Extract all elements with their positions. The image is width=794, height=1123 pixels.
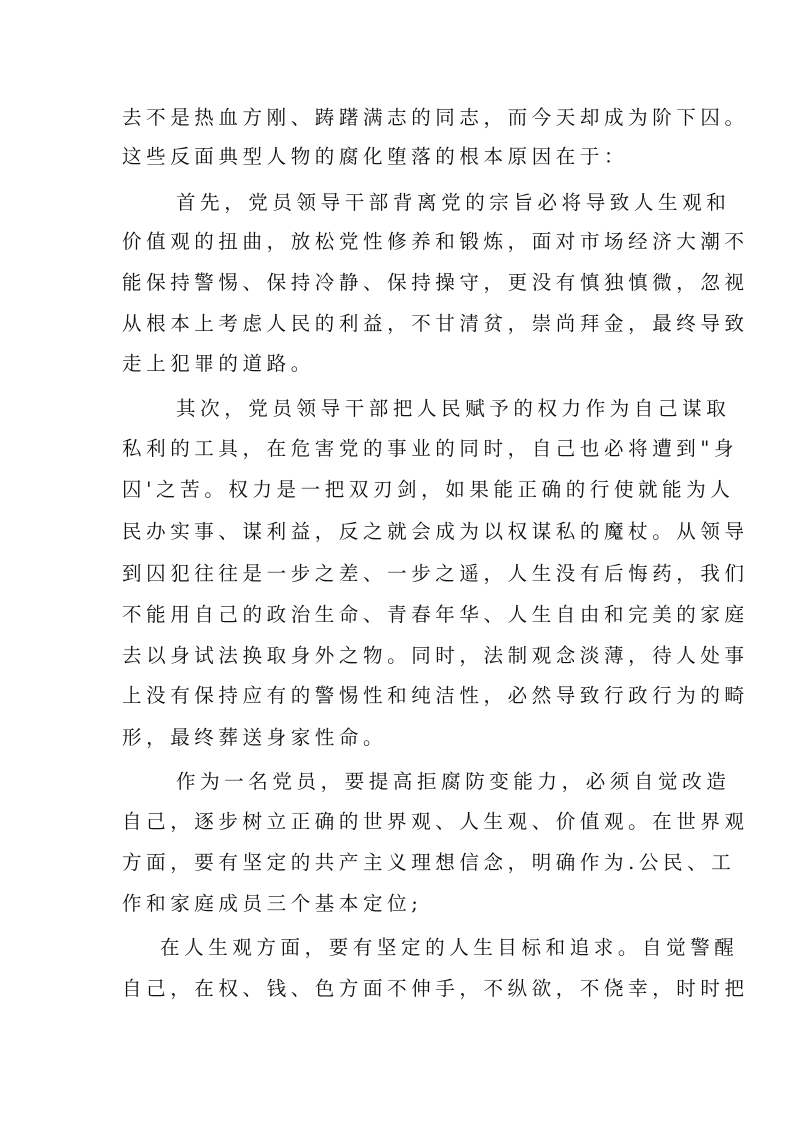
text-line: 其次，党员领导干部把人民赋予的权力作为自己谋取 xyxy=(176,397,731,420)
text-line: 私利的工具，在危害党的事业的同时，自己也必将遭到"身 xyxy=(122,437,739,460)
text-line: 到囚犯往往是一步之差、一步之遥，人生没有后悔药，我们 xyxy=(122,562,749,585)
text-line: 囚'之苦。权力是一把双刃剑，如果能正确的行使就能为人 xyxy=(122,478,735,501)
text-line: 在人生观方面，要有坚定的人生目标和追求。自觉警醒 xyxy=(160,936,739,959)
text-line: 价值观的扭曲，放松党性修养和锻炼，面对市场经济大潮不 xyxy=(122,230,749,253)
text-line: 上没有保持应有的警惕性和纯洁性，必然导致行政行为的畸 xyxy=(122,684,749,707)
text-line: 自己，逐步树立正确的世界观、人生观、价值观。在世界观 xyxy=(122,810,749,833)
text-line: 作为一名党员，要提高拒腐防变能力，必须自觉改造 xyxy=(176,770,731,793)
text-line: 自己，在权、钱、色方面不伸手，不纵欲，不侥幸，时时把 xyxy=(122,977,749,1000)
text-line: 去以身试法换取身外之物。同时，法制观念淡薄，待人处事 xyxy=(122,644,749,667)
text-line: 形，最终葬送身家性命。 xyxy=(122,726,388,749)
text-line: 首先，党员领导干部背离党的宗旨必将导致人生观和 xyxy=(176,191,731,214)
text-line: 走上犯罪的道路。 xyxy=(122,352,315,375)
text-line: 作和家庭成员三个基本定位; xyxy=(122,892,423,915)
text-line: 这些反面典型人物的腐化堕落的根本原因在于： xyxy=(122,145,629,168)
text-line: 方面，要有坚定的共产主义理想信念，明确作为.公民、工 xyxy=(122,851,736,874)
text-line: 能保持警惕、保持冷静、保持操守，更没有慎独慎微，忽视 xyxy=(122,271,749,294)
text-line: 去不是热血方刚、踌躇满志的同志，而今天却成为阶下囚。 xyxy=(122,106,749,129)
text-line: 民办实事、谋利益，反之就会成为以权谋私的魔杖。从领导 xyxy=(122,520,749,543)
text-line: 从根本上考虑人民的利益，不甘清贫，崇尚拜金，最终导致 xyxy=(122,312,749,335)
text-line: 不能用自己的政治生命、青春年华、人生自由和完美的家庭 xyxy=(122,603,749,626)
